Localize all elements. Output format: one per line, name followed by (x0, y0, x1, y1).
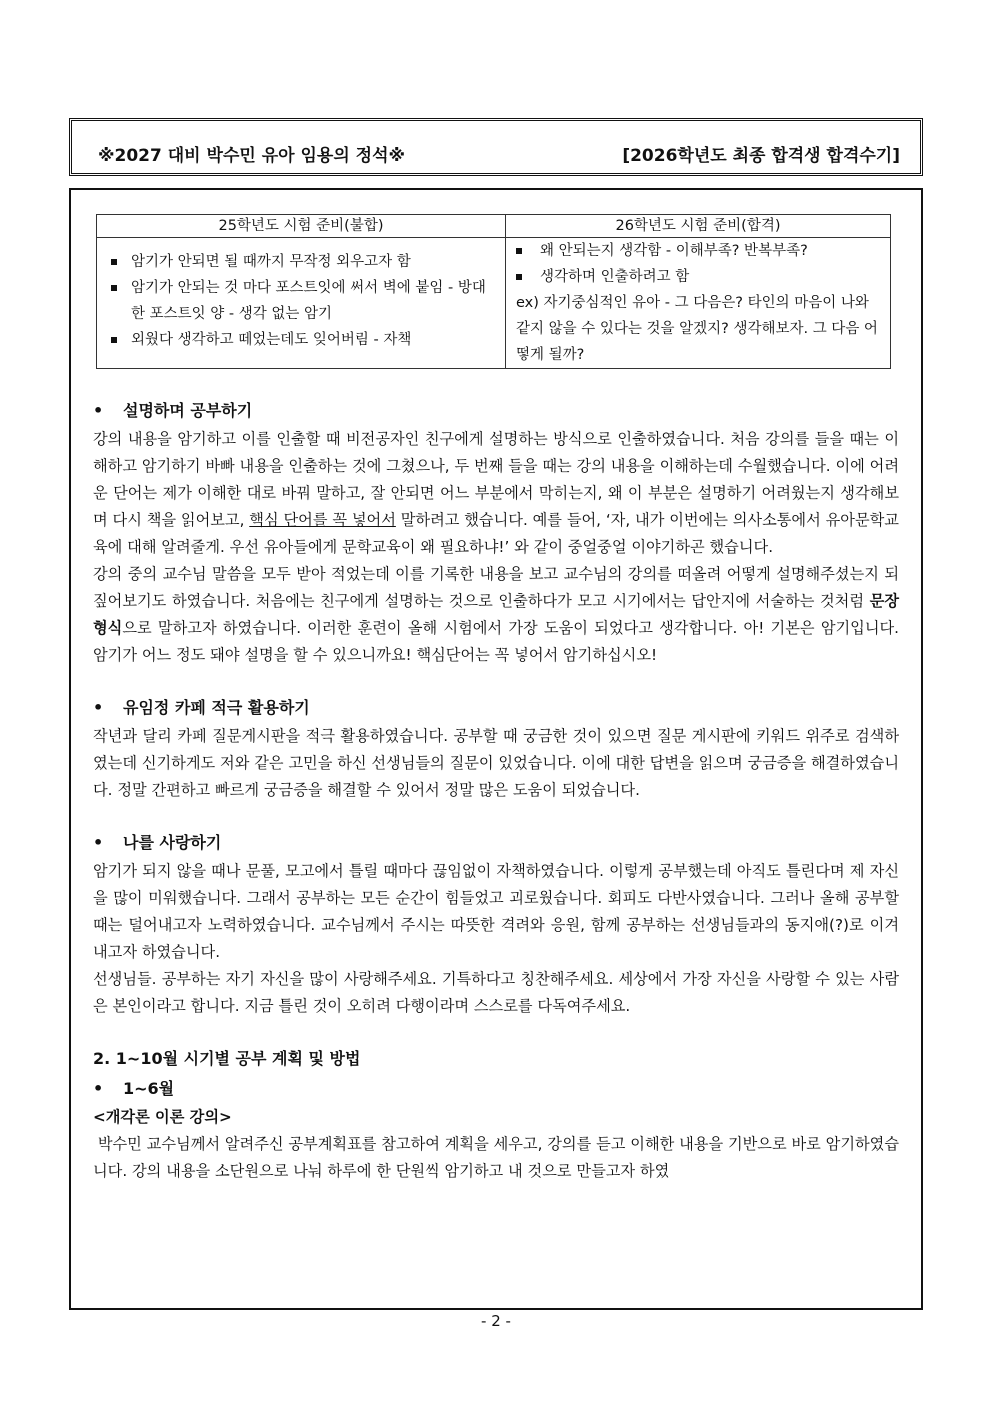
square-bullet-icon (516, 274, 522, 280)
section-heading: 2. 1~10월 시기별 공부 계획 및 방법 (93, 1049, 361, 1068)
label-heading: <개각론 이론 강의> (93, 1108, 232, 1126)
list-item: 암기가 안되면 될 때까지 무작정 외우고자 함 (103, 249, 499, 275)
header-box (69, 118, 923, 176)
sub-heading: • 1~6월 (93, 1074, 899, 1104)
header-title: ※2027 대비 박수민 유아 임용의 정석※ (98, 146, 406, 166)
square-bullet-icon (516, 248, 522, 254)
list-item: 외웠다 생각하고 떼었는데도 잊어버림 - 자책 (103, 327, 499, 353)
header-subtitle: [2026학년도 최종 합격생 합격수기] (622, 146, 900, 166)
list-item: 생각하며 인출하려고 함 (516, 264, 884, 290)
underlined-text: 핵심 단어를 꼭 넣어서 (249, 511, 396, 529)
paragraph: 선생님들. 공부하는 자기 자신을 많이 사랑해주세요. 기특하다고 칭찬해주세요. 세상에서 가장 자신을 사랑할 수 있는 사람은 본인이라고 합니다. 지금 틀린 것이 오히려 다행이라며 스스로를 다독여주세요. (93, 970, 899, 1015)
paragraph: 강의 내용을 암기하고 이를 인출할 때 비전공자인 친구에게 설명하는 방식으로 인출하였습니다. 처음 강의를 들을 때는 이해하고 암기하기 바빠 내용을 인출하는 것에 그쳤으나, 두 번째 들을 때는 강의 내용을 이해하는데 수월했습니다. 이에 어려운 단어는 제가 이해한 대로 바꿔 말하고, 잘 안되면 어느 부분에서 막히는지, 왜 이 부분은 설명하기 어려웠는지 생각해보며 다시 책을 읽어보고, 핵심 단어를 꼭 넣어서 말하려고 했습니다. 예를 들어, ‘자, 내가 이번에는 의사소통에서 유아문학교육에 대해 알려줄게. 우선 유아들에게 문학교육이 왜 필요하냐!’ 와 같이 중얼중얼 이야기하곤 했습니다. (93, 430, 899, 556)
page-number: - 2 - (481, 1312, 511, 1330)
square-bullet-icon (111, 337, 117, 343)
col2-cell (506, 238, 891, 369)
list-item: 암기가 안되는 것 마다 포스트잇에 써서 벽에 붙임 - 방대한 포스트잇 양 - 생각 없는 암기 (103, 275, 499, 327)
comparison-table (96, 214, 891, 369)
bullet-icon: • (93, 698, 104, 717)
paragraph: 박수민 교수님께서 알려주신 공부계획표를 참고하여 계획을 세우고, 강의를 듣고 이해한 내용을 기반으로 바로 암기하였습니다. 강의 내용을 소단원으로 나눠 하루에 한 단원씩 암기하고 내 것으로 만들고자 하였 (93, 1135, 900, 1180)
bullet-icon: • (93, 401, 104, 420)
section-heading: • 나를 사랑하기 (93, 828, 899, 858)
paragraph: 작년과 달리 카페 질문게시판을 적극 활용하였습니다. 공부할 때 궁금한 것이 있으면 질문 게시판에 키워드 위주로 검색하였는데 신기하게도 저와 같은 고민을 하신 선생님들의 질문이 있었습니다. 이에 대한 답변을 읽으며 궁금증을 해결하였습니다. 정말 간편하고 빠르게 궁금증을 해결할 수 있어서 정말 많은 도움이 되었습니다. (93, 727, 899, 799)
col1-cell (97, 238, 506, 369)
main-content (93, 396, 899, 1185)
col1-header: 25학년도 시험 준비(불합) (97, 215, 506, 238)
square-bullet-icon (111, 259, 117, 265)
paragraph: 암기가 되지 않을 때나 문풀, 모고에서 틀릴 때마다 끊임없이 자책하였습니다. 이렇게 공부했는데 아직도 틀린다며 제 자신을 많이 미워했습니다. 그래서 공부하는 모든 순간이 힘들었고 괴로웠습니다. 회피도 다반사였습니다. 그러나 올해 공부할 때는 덜어내고자 노력하였습니다. 교수님께서 주시는 따뜻한 격려와 응원, 함께 공부하는 선생님들과의 동지애(?)로 이겨내고자 하였습니다. (93, 862, 899, 961)
bullet-icon: • (93, 1079, 104, 1098)
col2-example: ex) 자기중심적인 유아 - 그 다음은? 타인의 마음이 나와 같지 않을 수 있다는 것을 알겠지? 생각해보자. 그 다음 어떻게 될까? (516, 295, 878, 363)
section-heading: • 유임정 카페 적극 활용하기 (93, 693, 899, 723)
col2-header: 26학년도 시험 준비(합격) (506, 215, 891, 238)
section-heading: • 설명하며 공부하기 (93, 396, 899, 426)
bold-text: 문장형식 (93, 592, 899, 637)
square-bullet-icon (111, 285, 117, 291)
list-item: 왜 안되는지 생각함 - 이해부족? 반복부족? (516, 238, 884, 264)
bullet-icon: • (93, 833, 104, 852)
paragraph: 강의 중의 교수님 말씀을 모두 받아 적었는데 이를 기록한 내용을 보고 교수님의 강의를 떠올려 어떻게 설명해주셨는지 되짚어보기도 하였습니다. 처음에는 친구에게 설명하는 것으로 인출하다가 모고 시기에서는 답안지에 서술하는 것처럼 문장형식으로 말하고자 하였습니다. 이러한 훈련이 올해 시험에서 가장 도움이 되었다고 생각합니다. 아! 기본은 암기입니다. 암기가 어느 정도 돼야 설명을 할 수 있으니까요! 핵심단어는 꼭 넣어서 암기하십시오! (93, 565, 899, 664)
